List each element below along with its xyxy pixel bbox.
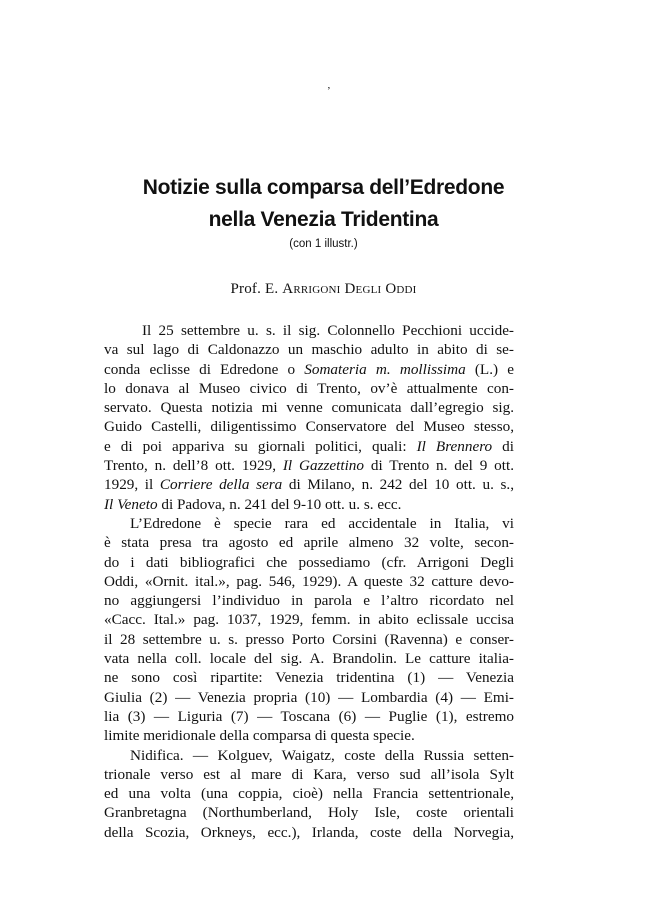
text-line: trionale verso est al mare di Kara, verso sud all’isola Sylt — [104, 765, 514, 783]
text-line: ed una volta (una coppia, cioè) nella Francia settentrionale, — [104, 785, 514, 803]
text-segment: di — [492, 437, 514, 455]
text-line: il 28 settembre u. s. presso Porto Corsini (Ravenna) e conser- — [104, 630, 514, 648]
text-line: «Cacc. Ital.» pag. 1037, 1929, femm. in abito eclissale uccisa — [104, 611, 514, 629]
text-segment: Guido Castelli, diligentissimo Conservatore del Museo stesso, — [104, 418, 514, 436]
text-segment: conda eclisse di Edredone o — [104, 360, 305, 378]
text-segment: Trento, n. dell’8 ott. 1929, — [104, 457, 283, 475]
author-prefix: Prof. E. — [230, 281, 283, 297]
text-segment: di Trento n. del 9 ott. — [363, 457, 514, 475]
text-line — [104, 360, 514, 379]
text-line: no aggiungersi l’individuo in parola e l’altro ricordato nel — [104, 592, 514, 610]
text-segment: servato. Questa notizia mi venne comunicata dall’egregio sig. — [104, 399, 514, 417]
italic-title: Il Gazzettino — [282, 457, 364, 475]
text-line: Oddi, «Ornit. ital.», pag. 546, 1929). A queste 32 catture devo- — [104, 572, 514, 590]
text-line — [104, 456, 514, 475]
text-line — [104, 398, 514, 417]
article-title-line-2: nella Venezia Tridentina — [208, 208, 439, 231]
text-line: è stata presa tra agosto ed aprile almeno 32 volte, secon- — [104, 534, 514, 552]
article-subtitle: (con 1 illustr.) — [289, 238, 358, 250]
text-line: do i dati bibliografici che possediamo (cfr. Arrigoni Degli — [104, 553, 514, 571]
author-name: Arrigoni Degli Oddi — [282, 281, 417, 297]
text-line: vata nella coll. locale del sig. A. Brandolin. Le catture italia- — [104, 650, 514, 668]
text-segment: di Padova, n. 241 del 9-10 ott. u. s. ecc. — [157, 495, 402, 513]
text-segment: 1929, il — [104, 476, 160, 494]
text-line — [104, 495, 514, 514]
text-line — [104, 321, 514, 340]
text-line: Giulia (2) — Venezia propria (10) — Lombardia (4) — Emi- — [104, 688, 514, 706]
text-line: della Scozia, Orkneys, ecc.), Irlanda, coste della Norvegia, — [104, 823, 514, 841]
text-line: lia (3) — Liguria (7) — Toscana (6) — Puglie (1), estremo — [104, 707, 514, 725]
text-segment: (L.) e — [465, 360, 514, 378]
author-line — [0, 281, 647, 298]
text-line — [104, 437, 514, 456]
paragraph-3 — [104, 746, 514, 842]
text-segment: Il 25 settembre u. s. il sig. Colonnello Pecchioni uccide- — [142, 322, 514, 339]
print-speck: ‚ — [327, 79, 331, 91]
article-body — [104, 321, 514, 842]
italic-title: Corriere della sera — [159, 476, 283, 494]
paragraph-2 — [104, 514, 514, 746]
text-segment: va sul lago di Caldonazzo un maschio adulto in abito di se- — [104, 341, 514, 359]
text-line: Nidifica. — Kolguev, Waigatz, coste della Russia setten- — [130, 746, 514, 764]
italic-title: Il Brennero — [416, 437, 493, 455]
italic-title: Il Veneto — [104, 495, 158, 513]
article-title-line-1: Notizie sulla comparsa dell’Edredone — [142, 176, 505, 199]
text-line: L’Edredone è specie rara ed accidentale in Italia, vi — [130, 514, 514, 532]
text-line — [104, 340, 514, 359]
italic-title: Somateria m. mollissima — [304, 360, 466, 378]
text-line — [104, 475, 514, 494]
text-line: limite meridionale della comparsa di questa specie. — [104, 727, 415, 745]
text-segment: e di poi appariva su giornali politici, quali: — [104, 437, 417, 455]
text-line: ne sono così ripartite: Venezia tridentina (1) — Venezia — [104, 669, 514, 687]
paragraph-1 — [104, 321, 514, 514]
text-line: Granbretagna (Northumberland, Holy Isle, coste orientali — [104, 804, 514, 822]
text-segment: lo donava al Museo civico di Trento, ov’è attualmente con- — [104, 379, 514, 397]
text-line — [104, 417, 514, 436]
text-segment: di Milano, n. 242 del 10 ott. u. s., — [282, 476, 514, 494]
text-line — [104, 379, 514, 398]
